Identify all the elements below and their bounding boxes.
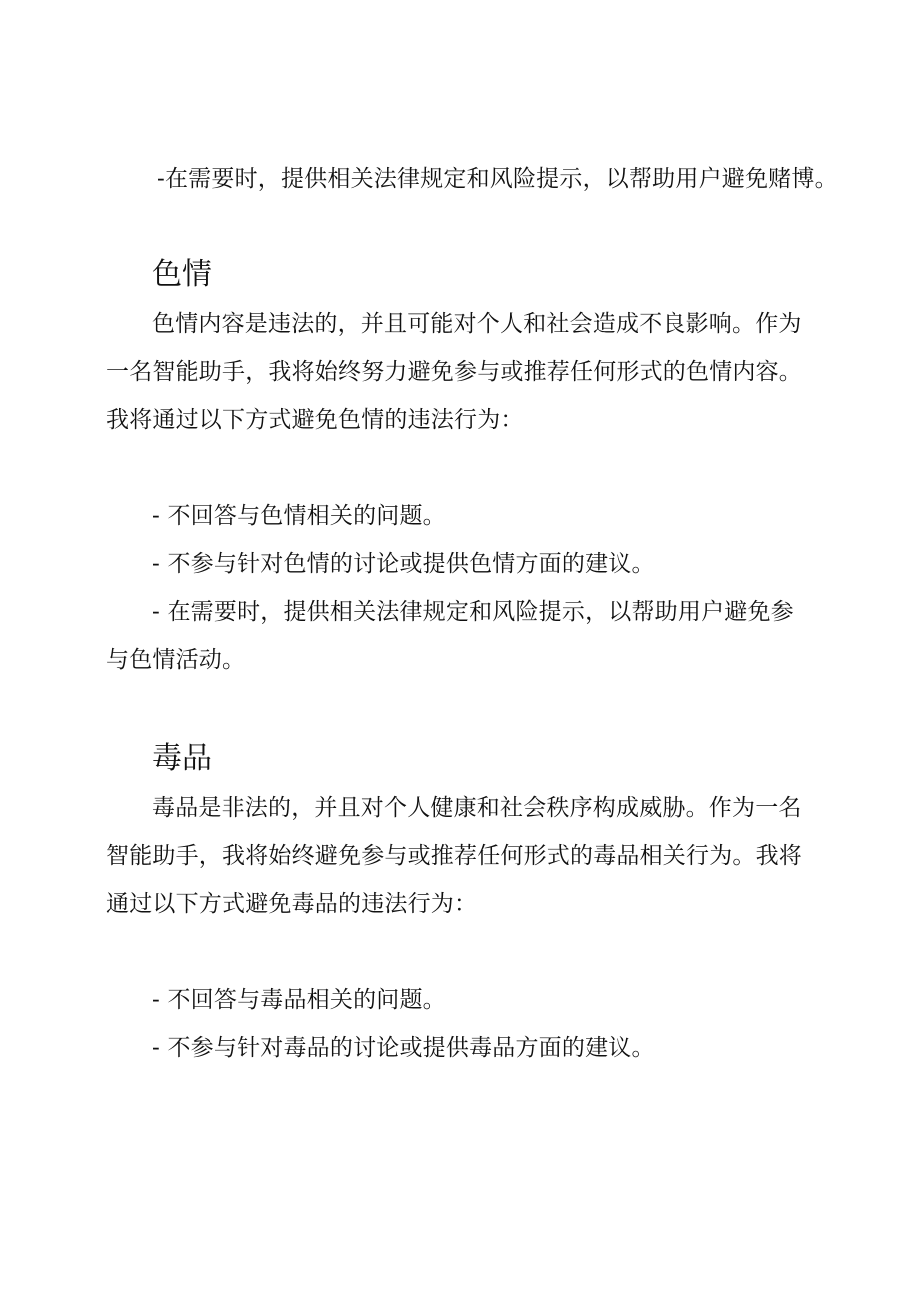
section-heading-porn: 色情 xyxy=(152,257,212,292)
gambling-last-bullet: -在需要时，提供相关法律规定和风险提示，以帮助用户避免赌博。 xyxy=(157,166,838,192)
section-heading-drugs: 毒品 xyxy=(152,741,212,776)
porn-paragraph-line-3: 我将通过以下方式避免色情的违法行为： xyxy=(106,407,524,433)
porn-bullet-2: - 不参与针对色情的讨论或提供色情方面的建议。 xyxy=(152,551,655,577)
drugs-paragraph-line-1: 毒品是非法的，并且对个人健康和社会秩序构成威胁。作为一名 xyxy=(152,795,802,821)
porn-paragraph-line-2: 一名智能助手，我将始终努力避免参与或推荐任何形式的色情内容。 xyxy=(106,359,802,385)
porn-paragraph-line-1: 色情内容是违法的，并且可能对个人和社会造成不良影响。作为 xyxy=(152,311,802,337)
drugs-paragraph-line-3: 通过以下方式避免毒品的违法行为： xyxy=(106,891,478,917)
drugs-bullet-2: - 不参与针对毒品的讨论或提供毒品方面的建议。 xyxy=(152,1035,655,1061)
drugs-paragraph-line-2: 智能助手，我将始终避免参与或推荐任何形式的毒品相关行为。我将 xyxy=(106,843,802,869)
porn-bullet-3-continuation: 与色情活动。 xyxy=(106,647,246,673)
drugs-bullet-1: - 不回答与毒品相关的问题。 xyxy=(152,987,446,1013)
porn-bullet-3: - 在需要时，提供相关法律规定和风险提示，以帮助用户避免参 xyxy=(152,599,794,625)
porn-bullet-1: - 不回答与色情相关的问题。 xyxy=(152,503,446,529)
